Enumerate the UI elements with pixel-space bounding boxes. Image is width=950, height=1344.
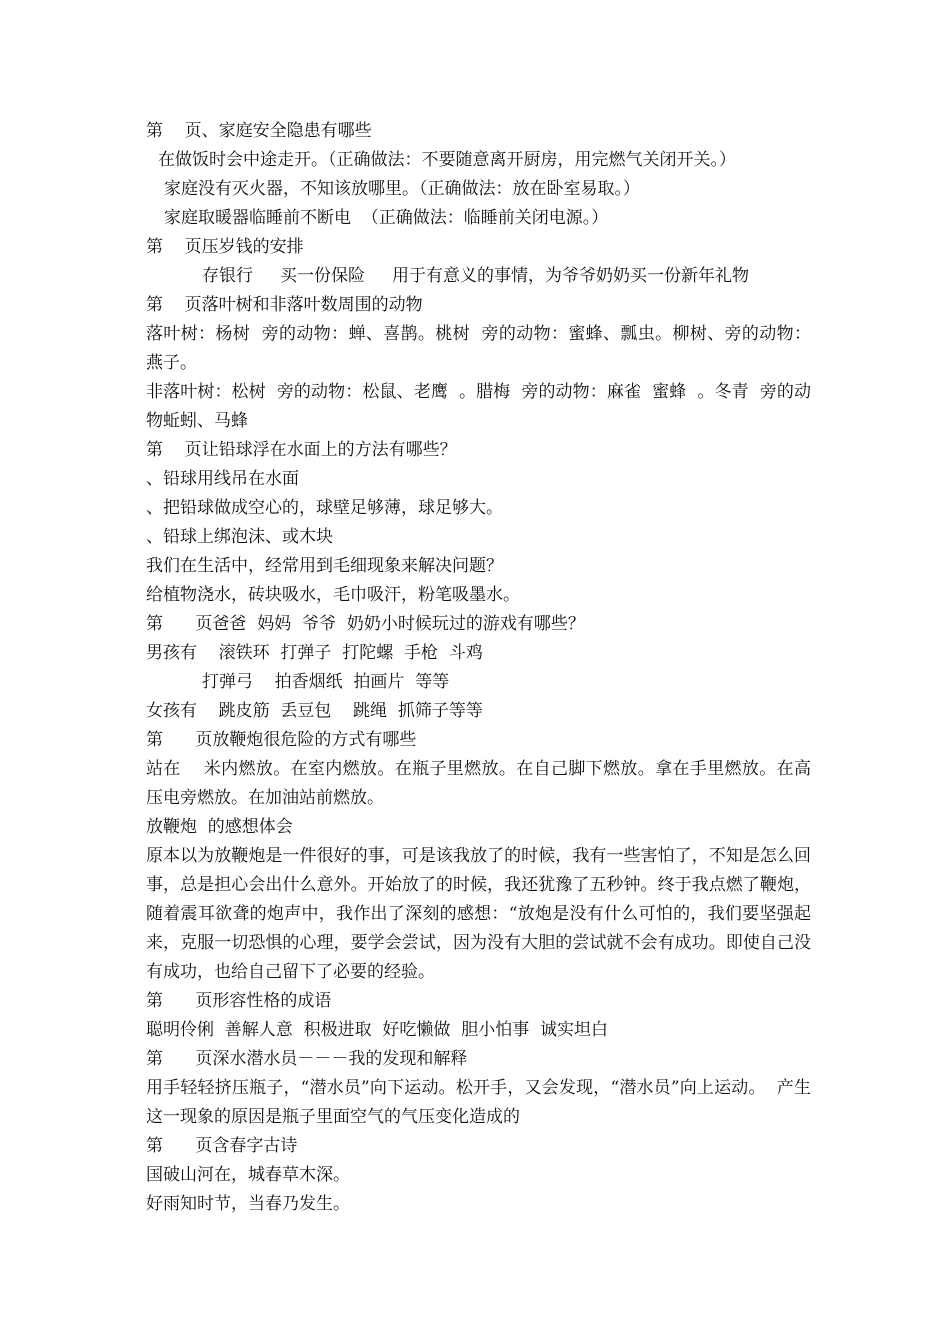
heading-diver: 第 页深水潜水员－－－我的发现和解释	[146, 1049, 468, 1069]
heading-idioms: 第 页形容性格的成语	[146, 991, 332, 1011]
text-line: 家庭没有灭火器，不知该放哪里。（正确做法：放在卧室易取。）	[164, 179, 640, 199]
text-line: 国破山河在，城春草木深。	[146, 1165, 350, 1185]
text-line: 女孩有 跳皮筋 丢豆包 跳绳 抓筛子等等	[146, 701, 483, 721]
text-line: 打弹弓 拍香烟纸 拍画片 等等	[202, 672, 450, 692]
paragraph-evergreen: 非落叶树：松树 旁的动物：松鼠、老鹰 。腊梅 旁的动物：麻雀 蜜蜂 。冬青 旁的动物蚯蚓、马蜂	[146, 382, 811, 431]
list-item: 、铅球上绑泡沫、或木块	[146, 527, 333, 547]
heading-float-shot: 第 页让铅球浮在水面上的方法有哪些？	[146, 440, 457, 460]
list-item: 、铅球用线吊在水面	[146, 469, 299, 489]
heading-lucky-money: 第 页压岁钱的安排	[146, 237, 304, 257]
text-line: 聪明伶俐 善解人意 积极进取 好吃懒做 胆小怕事 诚实坦白	[146, 1020, 609, 1040]
paragraph-deciduous: 落叶树：杨树 旁的动物：蝉、喜鹊。桃树 旁的动物：蜜蜂、瓢虫。柳树、旁的动物：燕子。	[146, 324, 811, 373]
heading-home-safety: 第 页、家庭安全隐患有哪些	[146, 121, 372, 141]
list-item: 、把铅球做成空心的，球壁足够薄，球足够大。	[146, 498, 503, 518]
text-line: 存银行 买一份保险 用于有意义的事情，为爷爷奶奶买一份新年礼物	[202, 266, 750, 286]
heading-spring-poems: 第 页含春字古诗	[146, 1136, 298, 1156]
heading-firecracker-feelings: 放鞭炮 的感想体会	[146, 817, 293, 837]
paragraph-firecracker-feelings: 原本以为放鞭炮是一件很好的事，可是该我放了的时候，我有一些害怕了，不知是怎么回事，总是担心会出什么意外。开始放了的时候，我还犹豫了五秒钟。终于我点燃了鞭炮，随着震耳欲聋的炮声中，我作出了深刻的感想：“放炮是没有什么可怕的，我们要坚强起来，克服一切恐惧的心理，要学会尝试，因为没有大胆的尝试就不会有成功。即使自己没有成功，也给自己留下了必要的经验。	[146, 846, 811, 982]
text-line: 给植物浇水，砖块吸水，毛巾吸汗，粉笔吸墨水。	[146, 585, 520, 605]
paragraph-diver: 用手轻轻挤压瓶子，“潜水员”向下运动。松开手，又会发现，“潜水员”向上运动。 产生这一现象的原因是瓶子里面空气的气压变化造成的	[146, 1078, 811, 1127]
text-line: 家庭取暖器临睡前不断电 （正确做法：临睡前关闭电源。）	[164, 208, 609, 228]
document-page	[146, 117, 811, 1219]
text-line: 我们在生活中，经常用到毛细现象来解决问题？	[146, 556, 503, 576]
text-line: 在做饭时会中途走开。（正确做法：不要随意离开厨房，用完燃气关闭开关。）	[158, 150, 736, 170]
paragraph-firecracker-danger: 站在 米内燃放。在室内燃放。在瓶子里燃放。在自己脚下燃放。拿在手里燃放。在高压电旁燃放。在加油站前燃放。	[146, 759, 811, 808]
text-line: 男孩有 滚铁环 打弹子 打陀螺 手枪 斗鸡	[146, 643, 483, 663]
text-line: 好雨知时节，当春乃发生。	[146, 1194, 350, 1214]
heading-trees-animals: 第 页落叶树和非落叶数周围的动物	[146, 295, 423, 315]
heading-childhood-games: 第 页爸爸 妈妈 爷爷 奶奶小时候玩过的游戏有哪些？	[146, 614, 585, 634]
heading-firecracker-danger: 第 页放鞭炮很危险的方式有哪些	[146, 730, 417, 750]
